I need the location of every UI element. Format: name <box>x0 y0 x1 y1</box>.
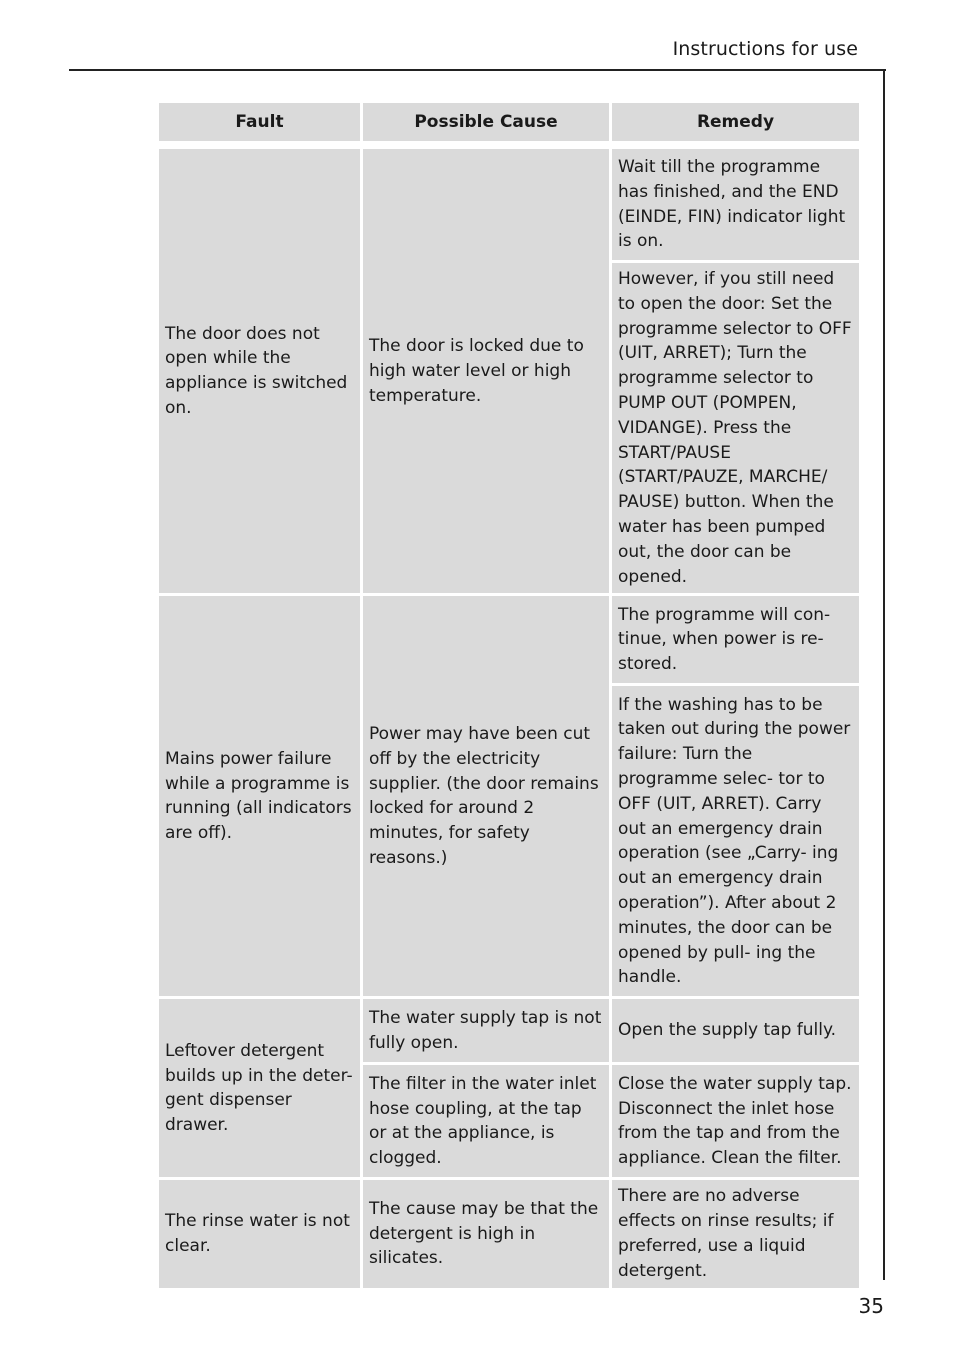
table-row <box>159 1180 859 1287</box>
page-number: 35 <box>858 1294 884 1318</box>
fault-cell: Leftover detergent builds up in the deter- gent dispenser drawer. <box>159 999 360 1177</box>
cause-cell: Power may have been cut off by the electricity supplier. (the door remains locked for around 2 minutes, for safety reasons.) <box>363 596 609 996</box>
table-row <box>159 149 859 260</box>
cause-cell: The door is locked due to high water level or high temperature. <box>363 149 609 593</box>
remedy-cell: If the washing has to be taken out during the power failure: Turn the programme selec- tor to OFF (UIT, ARRET). Carry out an emergency drain operation (see „Carry- ing out an emergency drain operation”). After about 2 minutes, the door can be opened by pull- ing the handle. <box>612 686 859 996</box>
cause-cell: The cause may be that the detergent is high in silicates. <box>363 1180 609 1287</box>
remedy-cell: Close the water supply tap. Disconnect the inlet hose from the tap and from the appliance. Clean the filter. <box>612 1065 859 1177</box>
side-rule <box>883 69 885 1280</box>
remedy-cell: The programme will con- tinue, when power is re- stored. <box>612 596 859 683</box>
cause-cell: The filter in the water inlet hose coupling, at the tap or at the appliance, is clogged. <box>363 1065 609 1177</box>
column-header-remedy: Remedy <box>612 103 859 141</box>
remedy-cell: However, if you still need to open the door: Set the programme selector to OFF (UIT, ARRET); Turn the programme selector to PUMP OUT (POMPEN, VIDANGE). Press the START/PAUSE (START/PAUZE, MARCHE/ PAUSE) button. When the water has been pumped out, the door can be opened. <box>612 263 859 593</box>
fault-cell: Mains power failure while a programme is running (all indicators are off). <box>159 596 360 996</box>
remedy-cell: Wait till the programme has finished, and the END (EINDE, FIN) indicator light is on. <box>612 149 859 260</box>
table-row <box>159 999 859 1062</box>
remedy-cell: There are no adverse effects on rinse results; if preferred, use a liquid detergent. <box>612 1180 859 1287</box>
column-header-fault: Fault <box>159 103 360 141</box>
header-rule <box>69 69 886 71</box>
troubleshooting-table <box>156 100 862 1291</box>
cause-cell: The water supply tap is not fully open. <box>363 999 609 1062</box>
table-header-row <box>159 103 859 141</box>
fault-cell: The rinse water is not clear. <box>159 1180 360 1287</box>
table-row <box>159 596 859 683</box>
fault-cell: The door does not open while the appliance is switched on. <box>159 149 360 593</box>
remedy-cell: Open the supply tap fully. <box>612 999 859 1062</box>
page-header-title: Instructions for use <box>672 38 858 60</box>
column-header-cause: Possible Cause <box>363 103 609 141</box>
